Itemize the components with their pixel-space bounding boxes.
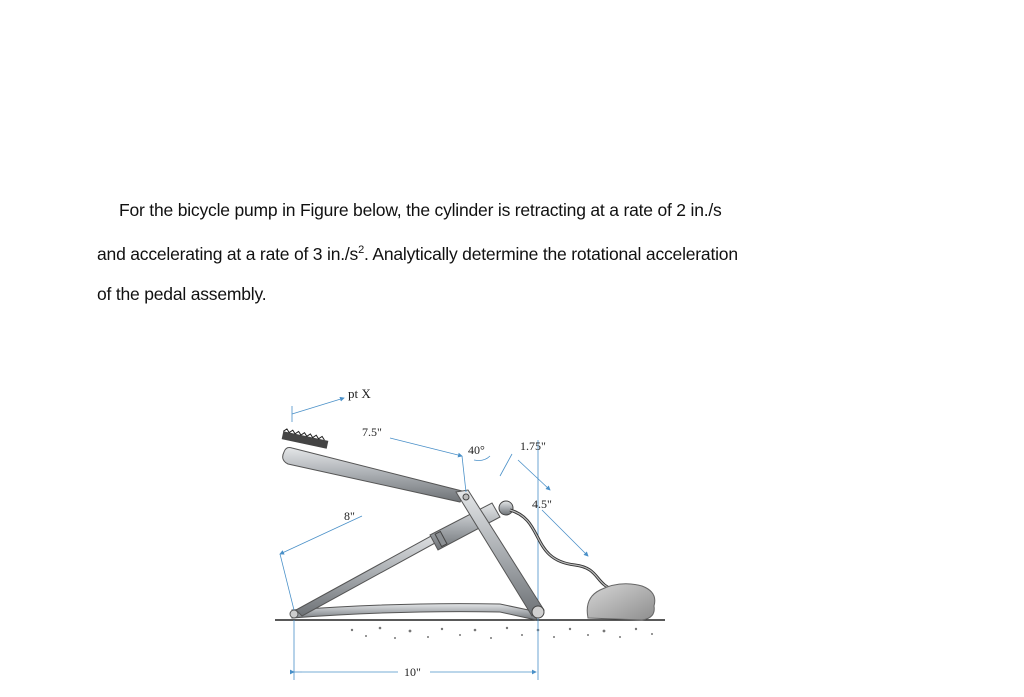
hose (510, 510, 615, 590)
base-bar (292, 604, 538, 620)
pedal-pad (282, 428, 329, 448)
pedal-cylinder-pivot (463, 494, 469, 500)
problem-line-1: For the bicycle pump in Figure below, the cylinder is retracting at a rate of 2 in./s (119, 200, 722, 220)
problem-line-2b: . Analytically determine the rotational acceleration (364, 243, 738, 264)
pt-x-label: pt X (348, 386, 371, 401)
ground-texture (351, 627, 653, 639)
bicycle-pump-figure (270, 380, 670, 697)
pedal-arm (283, 448, 466, 503)
dim-angle: 40° (468, 443, 485, 457)
dim-cylinder: 4.5" (532, 497, 552, 511)
dim-pedal-length: 7.5" (362, 425, 382, 439)
bicycle-pump-diagram (270, 380, 670, 697)
right-pivot (532, 606, 544, 618)
squared-superscript: 2 (358, 244, 365, 256)
dim-height: 8" (344, 509, 355, 523)
problem-statement (97, 190, 857, 314)
hose-fitting (499, 501, 513, 515)
dim-base: 10" (404, 665, 421, 679)
dim-offset: 1.75" (520, 439, 546, 453)
problem-line-3: of the pedal assembly. (97, 283, 267, 304)
rock (587, 584, 655, 620)
problem-line-2 (97, 230, 857, 274)
cylinder-rod (296, 530, 446, 616)
problem-line-2a: and accelerating at a rate of 3 in./s (97, 243, 359, 264)
